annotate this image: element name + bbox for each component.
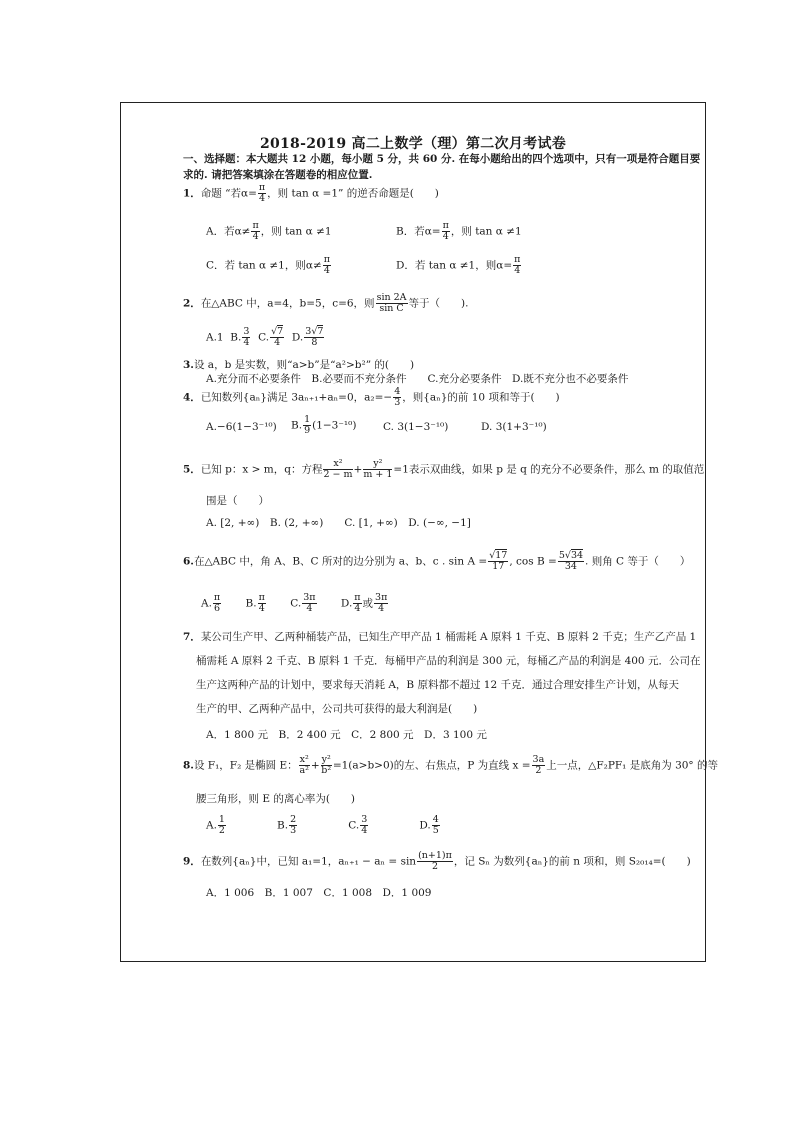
question-6-options: A. $\frac{\pi}{6}$ B. $\frac{\pi}{4}$ C. $\frac{3\pi}{4}$ D. $\frac{\pi}{4}$ 或 $\frac{3\pi}{4}$ xyxy=(201,592,388,614)
q8-option-a: A. xyxy=(206,819,217,832)
q4-option-a: A.−6(1−3⁻¹⁰) xyxy=(206,421,277,433)
q8-option-b: B. xyxy=(277,819,289,832)
q8-option-c: C. xyxy=(348,819,360,832)
question-3-stem: 3.设 a，b 是实数，则“a>b”是“a²>b²” 的( ) xyxy=(183,359,415,371)
fraction: $\frac{\pi}{4}$ xyxy=(258,182,266,204)
q2-option-a: A.1 xyxy=(206,331,224,344)
question-8-tail: 腰三角形，则 E 的离心率为( ) xyxy=(196,793,356,805)
q4-option-b: B. $\frac{1}{9}$ (1−3⁻¹⁰) xyxy=(291,414,357,436)
question-9-stem: 9．在数列{aₙ}中，已知 a₁=1，aₙ₊₁ − aₙ = sin $\frac{(n+1)\pi}{2}$ ，记 Sₙ 为数列{aₙ}的前 n 项和，则 S₂₀₁₄=( ) xyxy=(183,850,691,872)
question-9-options: A．1 006 B．1 007 C．1 008 D．1 009 xyxy=(206,887,432,899)
section-instructions-line2: 求的. 请把答案填涂在答题卷的相应位置. xyxy=(183,169,373,181)
q1-option-b: B．若α= $\frac{\pi}{4}$ ，则 tan α ≠1 xyxy=(396,220,522,242)
question-2-stem: 2．在△ABC 中，a=4，b=5，c=6，则 $\frac{\sin 2A}{\text{sin C}}$ 等于（ ). xyxy=(183,292,469,314)
stem-text: ，则 tan α =1” 的逆否命题是( ) xyxy=(267,187,439,200)
q2-option-b: B. xyxy=(230,331,242,344)
q4-option-d: D. 3(1+3⁻¹⁰) xyxy=(481,421,547,433)
q1-option-a: A．若α≠ $\frac{\pi}{4}$ ，则 tan α ≠1 xyxy=(206,220,332,242)
question-6-stem: 6.在△ABC 中，角 A、B、C 所对的边分别为 a、b、c . sin A = $\frac{√17}{17}$ , cos B = $\frac{5√34}{34}$ . 则角 C 等于（ ） xyxy=(183,550,691,572)
q6-option-b: B. xyxy=(245,597,257,610)
question-5-options: A. [2, +∞) B. (2, +∞) C. [1, +∞) D. (−∞, −1] xyxy=(206,517,471,529)
question-4-stem: 4．已知数列{aₙ}满足 3aₙ₊₁+aₙ=0，a₂=− $\frac{4}{3}$ ，则{aₙ}的前 10 项和等于( ) xyxy=(183,386,560,408)
question-2-options: A.1 B. $\frac{3}{4}$ C. $\frac{√7}{4}$ D. $\frac{3√7}{8}$ xyxy=(206,326,324,348)
stem-text: 命题 “若α= xyxy=(200,187,257,200)
q6-option-a: A. xyxy=(201,597,212,610)
question-number: 1． xyxy=(183,187,201,200)
question-8-stem: 8.设 F₁，F₂ 是椭圆 E： $\frac{\text{x²}}{\text{a²}}$ + $\frac{\text{y²}}{\text{b²}}$ =1(a>b>0)的左、右焦点，P 为直线 x = $\frac{3a}{2}$ 上一点，△F₂PF₁ 是底角为 30° 的等 xyxy=(183,754,719,776)
q1-option-c: C．若 tan α ≠1，则α≠ $\frac{\pi}{4}$ xyxy=(206,254,330,276)
question-7-line4: 生产的甲、乙两种产品中，公司共可获得的最大利润是( ) xyxy=(196,703,478,715)
q8-option-d: D. xyxy=(419,819,431,832)
q6-option-d: D. xyxy=(340,597,353,610)
question-7-line3: 生产这两种产品的计划中，要求每天消耗 A，B 原料都不超过 12 千克．通过合理安排生产计划，从每天 xyxy=(196,679,680,691)
question-7-options: A．1 800 元 B．2 400 元 C．2 800 元 D．3 100 元 xyxy=(206,729,487,741)
question-5-tail: 围是（ ） xyxy=(206,495,269,507)
q2-option-d: D. xyxy=(291,331,304,344)
q6-option-c: C. xyxy=(290,597,302,610)
exam-paper-frame xyxy=(120,102,719,962)
question-7-line1: 7．某公司生产甲、乙两种桶装产品，已知生产甲产品 1 桶需耗 A 原料 1 千克、B 原料 2 千克；生产乙产品 1 xyxy=(183,631,697,643)
exam-title: 2018-2019 高二上数学（理）第二次月考试卷 xyxy=(259,136,567,152)
question-3-options: A.充分而不必要条件 B.必要而不充分条件 C.充分必要条件 D.既不充分也不必要条件 xyxy=(206,373,629,385)
section-instructions-line1: 一、选择题：本大题共 12 小题，每小题 5 分，共 60 分. 在每小题给出的四个选项中，只有一项是符合题目要 xyxy=(183,153,701,165)
question-1-stem xyxy=(183,183,439,204)
question-7-line2: 桶需耗 A 原料 2 千克、B 原料 1 千克．每桶甲产品的利润是 300 元，每桶乙产品的利润是 400 元．公司在 xyxy=(196,655,701,667)
q2-option-c: C. xyxy=(258,331,270,344)
question-5-stem: 5．已知 p：x > m，q：方程 $\frac{\text{x²}}{2 - m}$ + $\frac{\text{y²}}{m + 1}$ =1表示双曲线，如果 p 是 q 的充分不必要条件，那么 m 的取值范 xyxy=(183,458,705,480)
q1-option-d: D．若 tan α ≠1，则α= $\frac{\pi}{4}$ xyxy=(396,254,521,276)
q4-option-c: C. 3(1−3⁻¹⁰) xyxy=(383,421,449,433)
question-8-options: A. $\frac{1}{2}$ B. $\frac{2}{3}$ C. $\frac{3}{4}$ D. $\frac{4}{5}$ xyxy=(206,814,439,836)
